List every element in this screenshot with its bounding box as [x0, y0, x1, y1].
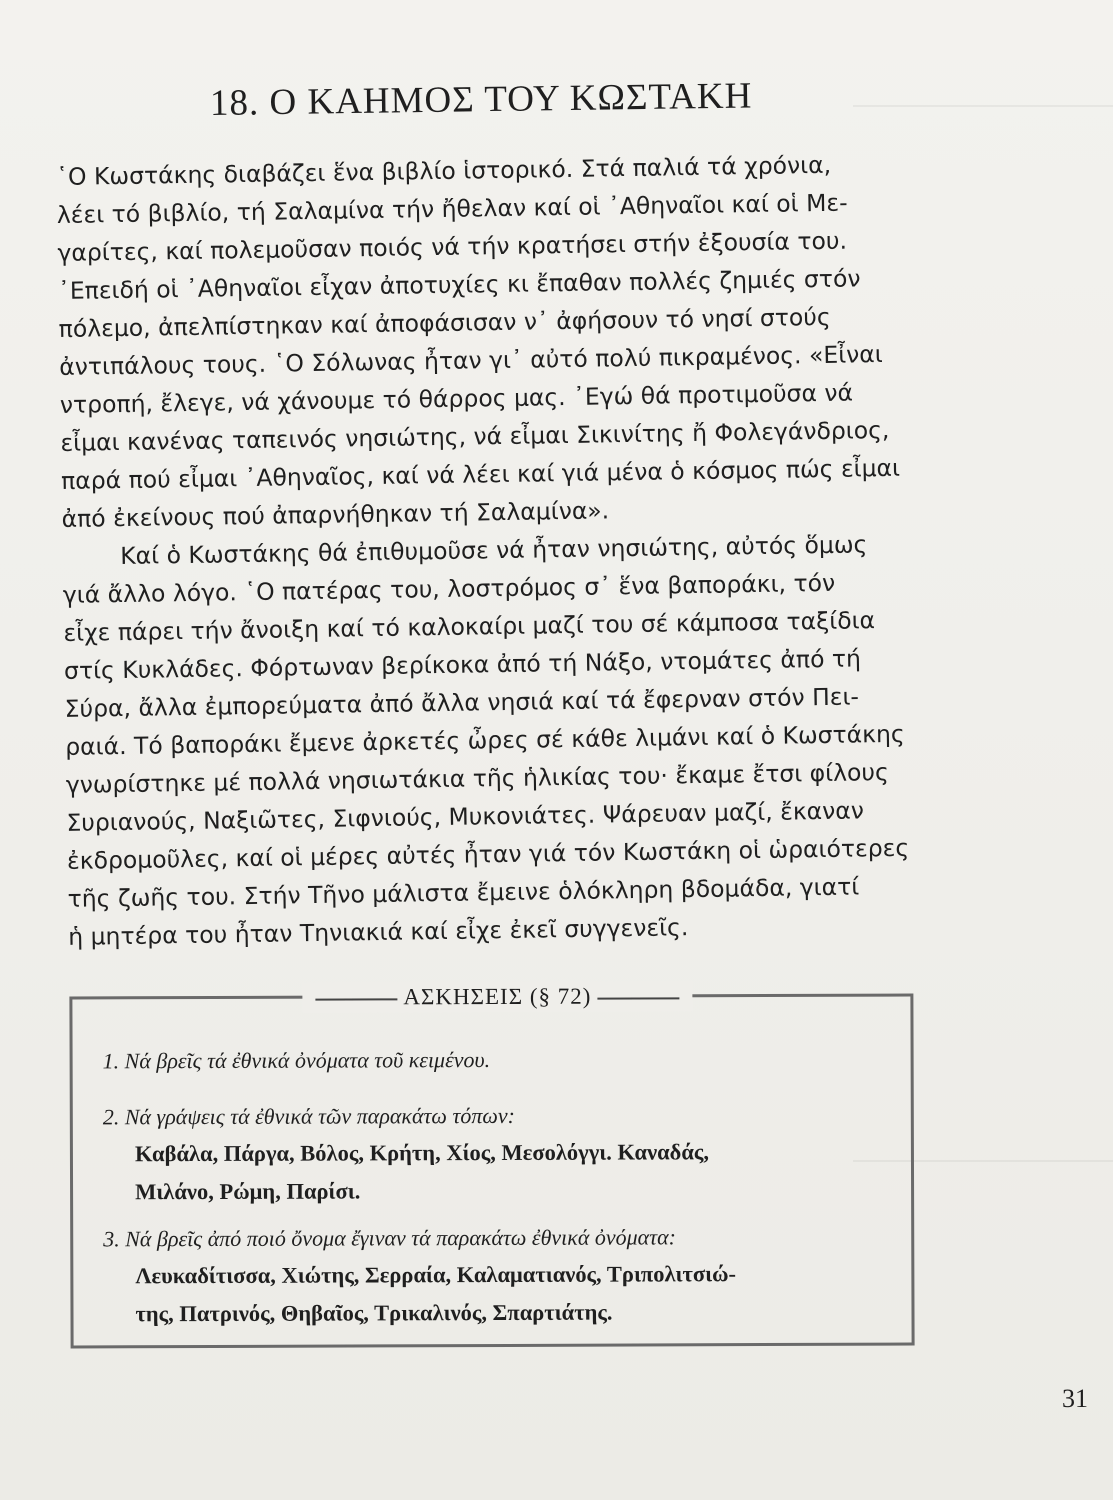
text-line: εἶχε πάρει τήν ἄνοιξη καί τό καλοκαίρι μαζί του σέ κάμποσα ταξίδια [63, 606, 876, 647]
text-line: Καί ὁ Κωστάκης θά ἐπιθυμοῦσε νά ἦταν νησιώτης, αὐτός ὅμως [120, 530, 868, 571]
exercise-3 [103, 1219, 893, 1334]
exercise-question: Νά βρεῖς τά ἐθνικά ὀνόματα τοῦ κειμένου. [124, 1047, 491, 1074]
text-line: παρά πού εἶμαι ᾿Αθηναῖος, καί νά λέει καί γιά μένα ὁ κόσμος πώς εἶμαι [60, 453, 901, 495]
exercise-number: 3. [103, 1226, 120, 1252]
text-line: ῾Ο Κωστάκης διαβάζει ἕνα βιβλίο ἱστορικό. Στά παλιά τά χρόνια, [56, 150, 832, 191]
exercises-title: ΑΣΚΗΣΕΙΣ (§ 72) [403, 983, 592, 1010]
exercise-word-line: της, Πατρινός, Θηβαῖος, Τρικαλινός, Σπαρτιάτης. [135, 1299, 613, 1327]
text-line: πόλεμο, ἀπελπίστηκαν καί ἀποφάσισαν ν᾿ ἀφήσουν τό νησί στούς [58, 302, 831, 343]
exercises-box [69, 983, 914, 1349]
text-line: ἀντιπάλους τους. ῾Ο Σόλωνας ἦταν γι᾿ αὐτό πολύ πικραμένος. «Εἶναι [59, 340, 883, 381]
exercise-question: Νά γράψεις τά ἐθνικά τῶν παρακάτω τόπων: [124, 1102, 515, 1130]
exercise-word-line: Καβάλα, Πάργα, Βόλος, Κρήτη, Χίος, Μεσολόγγι. Καναδάς, [134, 1139, 710, 1167]
text-line: ραιά. Τό βαποράκι ἔμενε ἀρκετές ὦρες σέ κάθε λιμάνι καί ὁ Κωστάκης [65, 719, 905, 761]
exercise-word-line: Λευκαδίτισσα, Χιώτης, Σερραία, Καλαματιανός, Τριπολιτσιώ- [135, 1261, 737, 1289]
text-line: ντροπή, ἔλεγε, νά χάνουμε τό θάρρος μας. ᾿Εγώ θά προτιμοῦσα νά [59, 378, 854, 419]
exercise-number: 1. [102, 1048, 120, 1074]
text-line: γαρίτες, καί πολεμοῦσαν ποιός νά τήν κρατήσει στήν ἐξουσία του. [57, 226, 848, 267]
text-line: Σύρα, ἄλλα ἐμπορεύματα ἀπό ἄλλα νησιά καί τά ἔφερναν στόν Πει- [64, 682, 860, 723]
header-rule [597, 997, 679, 999]
exercise-number: 2. [102, 1104, 120, 1130]
exercise-question: Νά βρεῖς ἀπό ποιό ὄνομα ἔγιναν τά παρακάτω ἐθνικά ὀνόματα: [125, 1224, 676, 1252]
chapter-title: 18. Ο ΚΑΗΜΟΣ ΤΟΥ ΚΩΣΤΑΚΗ [209, 75, 753, 124]
page-number: 31 [1062, 1384, 1088, 1413]
show-through-line [853, 105, 1113, 107]
exercise-1 [103, 1041, 893, 1080]
text-line: γιά ἄλλο λόγο. ῾Ο πατέρας του, λοστρόμος σ᾿ ἕνα βαποράκι, τόν [62, 568, 836, 609]
text-line: στίς Κυκλάδες. Φόρτωναν βερίκοκα ἀπό τή Νάξο, ντομάτες ἀπό τή [63, 644, 862, 685]
text-line: γνωρίστηκε μέ πολλά νησιωτάκια τῆς ἡλικίας του· ἔκαμε ἔτσι φίλους [65, 757, 890, 799]
text-line: ἡ μητέρα του ἦταν Τηνιακιά καί εἶχε ἐκεῖ συγγενεῖς. [68, 913, 689, 951]
text-line: τῆς ζωῆς του. Στήν Τῆνο μάλιστα ἔμεινε ὁλόκληρη βδομάδα, γιατί [67, 872, 860, 913]
exercises-header [302, 981, 692, 1012]
exercise-word-line: Μιλάνο, Ρώμη, Παρίσι. [135, 1178, 361, 1205]
text-line: ἐκδρομοῦλες, καί οἱ μέρες αὐτές ἦταν γιά τόν Κωστάκη οἱ ὡραιότερες [66, 833, 910, 875]
text-line: ᾿Επειδή οἱ ᾿Αθηναῖοι εἶχαν ἀποτυχίες κι ἔπαθαν πολλές ζημιές στόν [57, 264, 861, 305]
chapter-body [56, 144, 928, 955]
text-line: εἶμαι κανένας ταπεινός νησιώτης, νά εἶμαι Σικινίτης ἤ Φολεγάνδριος, [60, 415, 890, 457]
text-line: λέει τό βιβλίο, τή Σαλαμίνα τήν ἤθελαν καί οἱ ᾿Αθηναῖοι καί οἱ Με- [56, 188, 848, 229]
header-rule [315, 998, 397, 1000]
text-line: Συριανούς, Ναξιῶτες, Σιφνιούς, Μυκονιάτες. Ψάρευαν μαζί, ἔκαναν [66, 796, 865, 837]
text-line: ἀπό ἐκείνους πού ἀπαρνήθηκαν τή Σαλαμίνα». [61, 496, 610, 533]
exercise-2 [103, 1097, 893, 1212]
